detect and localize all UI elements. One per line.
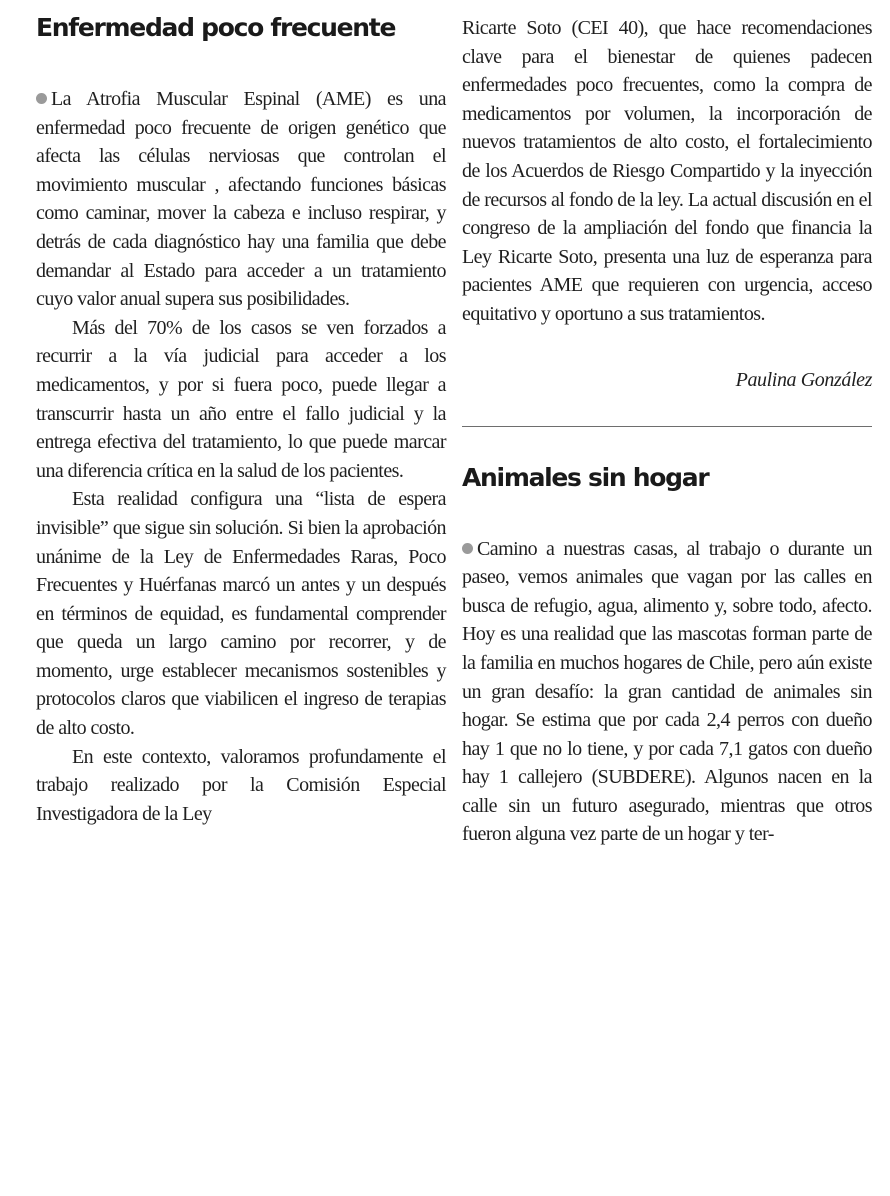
bullet-icon: [462, 543, 473, 554]
bullet-icon: [36, 93, 47, 104]
article-heading-animales: Animales sin hogar: [462, 462, 709, 492]
article-paragraph-3: Esta realidad configura una “lista de espera invisible” que sigue sin solución. Si bien la aprobación unánime de la Ley de Enfermedades Raras, Poco Frecuentes y Huérfanas marcó un antes y un después en términos de equidad, es fundamental comprender que queda un largo camino por recorrer, y de momento, urge establecer mecanismos sostenibles y protocolos claros que viabilicen el ingreso de terapias de alto costo.: [36, 488, 446, 740]
article-paragraph-1: [36, 85, 446, 314]
section-divider: [462, 426, 872, 427]
left-column: [36, 0, 446, 828]
article-paragraph-4: En este contexto, valoramos profundamente el trabajo realizado por la Comisión Especial Investigadora de la Ley: [36, 745, 446, 825]
paragraph-text: Camino a nuestras casas, al trabajo o durante un paseo, vemos animales que vagan por las calles en busca de refugio, agua, alimento y, sobre todo, afecto. Hoy es una realidad que las mascotas forman parte de la familia en muchos hogares de Chile, pero aún existe un gran desafío: la gran cantidad de animales sin hogar. Se estima que por cada 2,4 perros con dueño hay 1 que no lo tiene, y por cada 7,1 gatos con dueño hay 1 callejero (SUBDERE). Algunos nacen en la calle sin un futuro asegurado, mientras que otros fueron alguna vez parte de un hogar y ter-: [462, 537, 872, 846]
article-paragraph-2: Más del 70% de los casos se ven forzados a recurrir a la vía judicial para acceder a los medicamentos, y por si fuera poco, puede llegar a transcurrir hasta un año entre el fallo judicial y la entrega efectiva del tratamiento, lo que puede marcar una diferencia crítica en la salud de los pacientes.: [36, 316, 446, 482]
author-signature: Paulina González: [735, 368, 872, 391]
article-heading-enfermedad: Enfermedad poco frecuente: [36, 13, 396, 42]
article-continuation: Ricarte Soto (CEI 40), que hace recomendaciones clave para el bienestar de quienes padecen enfermedades poco frecuentes, como la compra de medicamentos por volumen, la incorporación de nuevos tratamientos de alto costo, el fortalecimiento de los Acuerdos de Riesgo Compartido y la inyección de recursos al fondo de la ley. La actual discusión en el congreso de la ampliación del fondo que financia la Ley Ricarte Soto, presenta una luz de esperanza para pacientes AME que requieren con urgencia, acceso equitativo y oportuno a sus tratamientos.: [462, 17, 872, 325]
paragraph-text: La Atrofia Muscular Espinal (AME) es una enfermedad poco frecuente de origen genético que afecta las células nerviosas que controlan el movimiento muscular , afectando funciones básicas como caminar, mover la cabeza e incluso respirar, y detrás de cada diagnóstico hay una familia que debe demandar al Estado para acceder a un tratamiento cuyo valor anual supera sus posibilidades.: [36, 88, 446, 311]
article-paragraph-animales: [462, 535, 872, 850]
right-column: [462, 0, 872, 849]
